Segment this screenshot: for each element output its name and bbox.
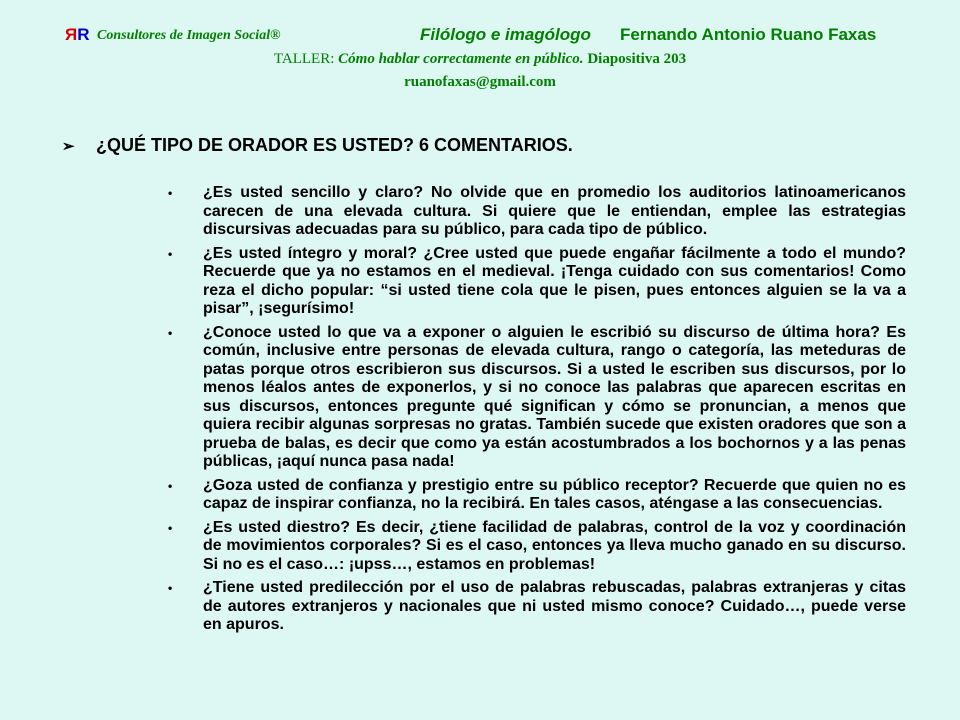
comment-item — [168, 519, 906, 575]
arrow-bullet-icon: ➢ — [62, 138, 75, 155]
section-heading — [62, 135, 573, 156]
heading-text: ¿QUÉ TIPO DE ORADOR ES USTED? 6 COMENTARIOS. — [96, 135, 573, 155]
comment-list — [168, 184, 906, 640]
company-name: Consultores de Imagen Social® — [97, 28, 281, 43]
bullet-icon: • — [168, 581, 173, 595]
comment-text: ¿Es usted íntegro y moral? ¿Cree usted que puede engañar fácilmente a todo el mundo? Recuerde que ya no estamos en el medieval. ¡Tenga cuidado con sus comentarios! Como reza el dicho popular: “si usted tiene cola que le pisen, pues entonces alguien se la va a pisar”, ¡segurísimo! — [203, 244, 906, 317]
logo-letter-r-reversed: Я — [65, 25, 78, 44]
comment-text: ¿Conoce usted lo que va a exponer o alguien le escribió su discurso de última hora? Es común, inclusive entre personas de elevada cultura, rango o categoría, las meteduras de patas porque otros escribieron sus discursos. Si a usted le escriben sus discursos, por lo menos léalos antes de exponerlos, y si no conoce las palabras que aparecen escritas en sus discursos, entonces pregunte qué significan y cómo se pronuncian, a menos que quiera recibir algunas sorpresas no gratas. También sucede que existen oradores que son a prueba de balas, es decir que como ya están acostumbrados a los bochornos y a las penas públicas, ¡aquí nunca pasa nada! — [203, 323, 906, 470]
slide-header — [65, 25, 925, 49]
comment-item — [168, 579, 906, 635]
bullet-icon: • — [168, 520, 173, 535]
comment-item — [168, 324, 906, 472]
logo-letter-r: R — [77, 25, 90, 44]
bullet-icon: • — [168, 246, 173, 261]
slide-number: Diapositiva 203 — [587, 51, 687, 67]
comment-item — [168, 477, 906, 514]
bullet-icon: • — [168, 325, 173, 340]
comment-text: ¿Es usted sencillo y claro? No olvide que en promedio los auditorios latinoamericanos carecen de una elevada cultura. Si quiere que le entiendan, emplee las estrategias discursivas adecuadas para su público, para cada tipo de público. — [203, 184, 906, 238]
author-name: Fernando Antonio Ruano Faxas — [620, 25, 877, 44]
contact-email: ruanofaxas@gmail.com — [404, 74, 556, 90]
workshop-line — [0, 51, 960, 68]
comment-text: ¿Goza usted de confianza y prestigio entre su público receptor? Recuerde que quien no es capaz de inspirar confianza, no la recibirá. En tales casos, aténgase a las consecuencias. — [203, 476, 906, 512]
company-logo — [65, 25, 90, 45]
bullet-icon: • — [168, 186, 173, 200]
course-title: Cómo hablar correctamente en público. — [338, 51, 584, 67]
comment-item — [168, 245, 906, 319]
comment-text: ¿Es usted diestro? Es decir, ¿tiene facilidad de palabras, control de la voz y coordinación de movimientos corporales? Si es el caso, entonces ya lleva mucho ganado en su discurso. Si no es el caso…: ¡upss…, estamos en problemas! — [203, 518, 906, 573]
comment-text: ¿Tiene usted predilección por el uso de palabras rebuscadas, palabras extranjeras y citas de autores extranjeros y nacionales que ni usted mismo conoce? Cuidado…, puede verse en apuros. — [203, 579, 906, 633]
author-role: Filólogo e imagólogo — [420, 25, 591, 44]
comment-item — [168, 184, 906, 240]
workshop-label: TALLER: — [273, 51, 335, 67]
bullet-icon: • — [168, 478, 173, 493]
